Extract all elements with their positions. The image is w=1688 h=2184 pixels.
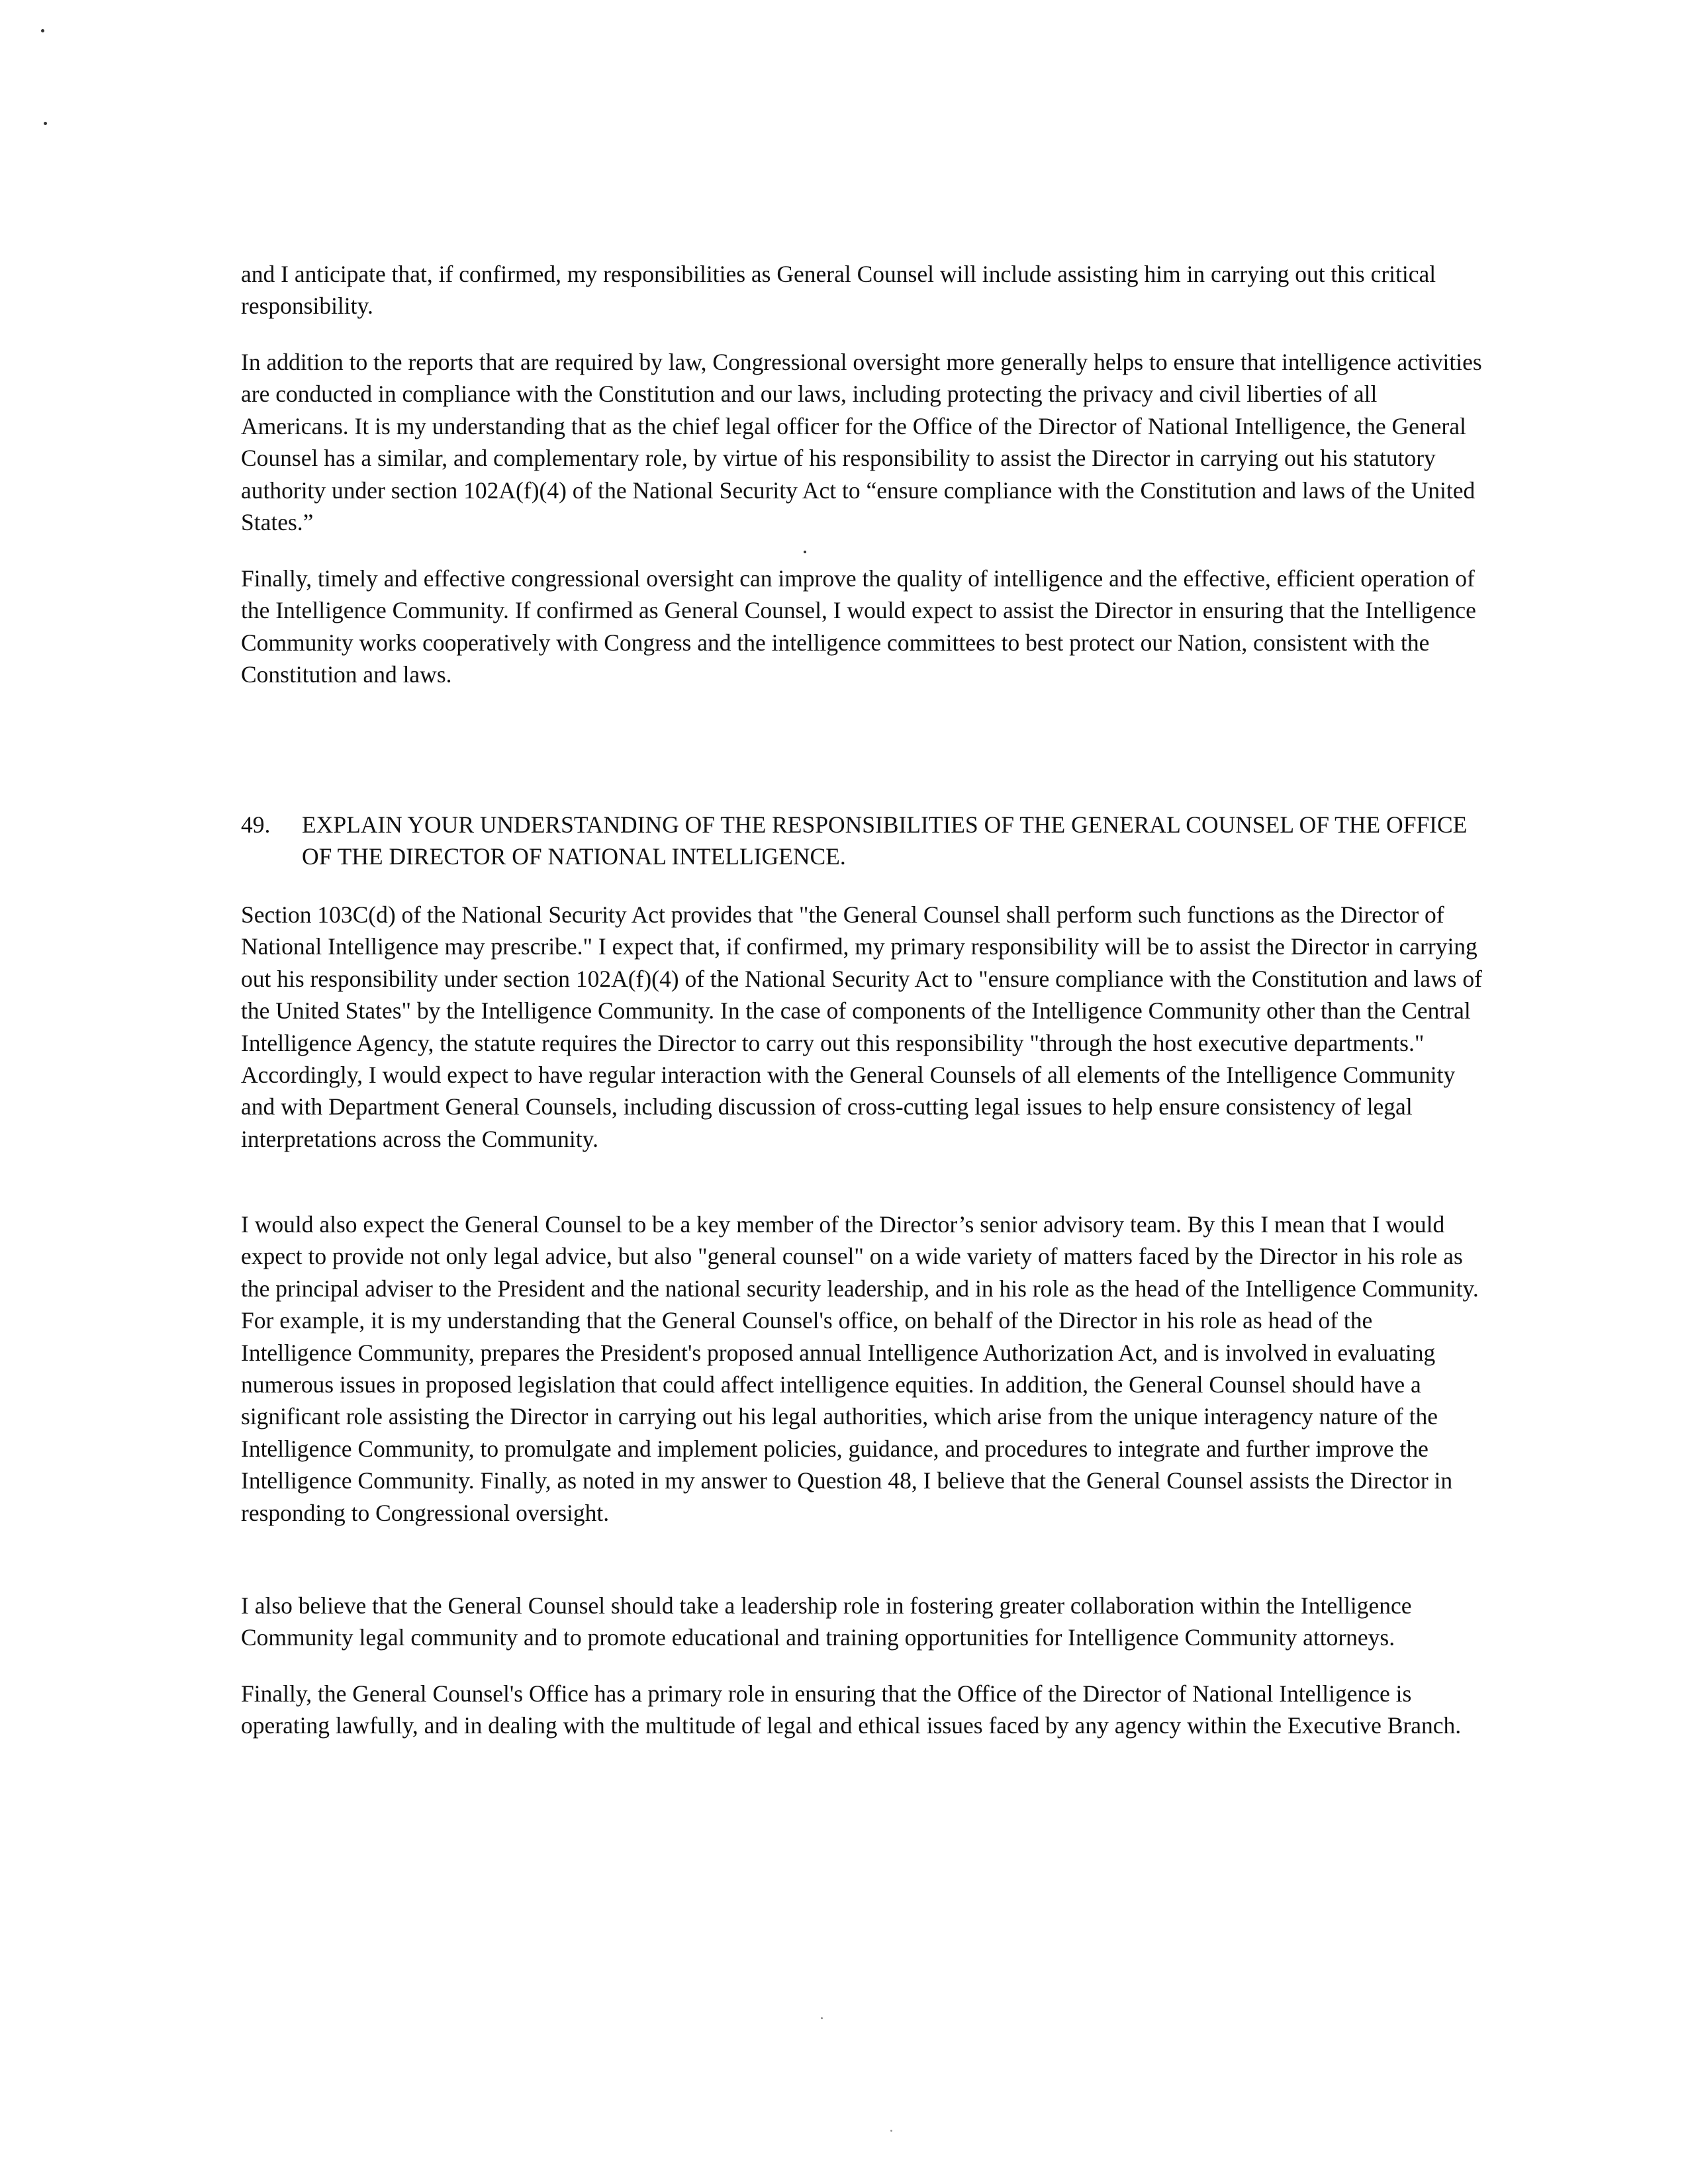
paragraph-continuation: and I anticipate that, if confirmed, my responsibilities as General Counsel will include assisting him in carrying out this critical responsibility. [241,261,1436,320]
scan-speck [804,551,806,553]
scan-speck [44,122,47,125]
scan-speck [41,29,44,32]
paragraph-section-103c: Section 103C(d) of the National Security Act provides that "the General Counsel shall perform such functions as the Director of National Intelligence may prescribe." I expect that, if confirmed, my primary responsibility will be to assist the Director in carrying out his responsibility under section 102A(f)(4) of the National Security Act to "ensure compliance with the Constitution and laws of the United States" by the Intelligence Community. In the case of components of the Intelligence Community other than the Central Intelligence Agency, the statute requires the Director to carry out this responsibility "through the host executive departments." Accordingly, I would expect to have regular interaction with the General Counsels of all elements of the Intelligence Community and with Department General Counsels, including discussion of cross-cutting legal issues to help ensure consistency of legal interpretations across the Community. [241,901,1482,1152]
question-text: EXPLAIN YOUR UNDERSTANDING OF THE RESPONSIBILITIES OF THE GENERAL COUNSEL OF THE OFFICE OF THE DIRECTOR OF NATIONAL INTELLIGENCE. [302,811,1468,870]
question-number: 49. [241,811,271,838]
paragraph-advisory-team: I would also expect the General Counsel to be a key member of the Director’s senior advisory team. By this I mean that I would expect to provide not only legal advice, but also "general counsel" on a wide variety of matters faced by the Director in his role as the principal adviser to the President and the national security leadership, and in his role as the head of the Intelligence Community. For example, it is my understanding that the General Counsel's office, on behalf of the Director in his role as head of the Intelligence Community, prepares the President's proposed annual Intelligence Authorization Act, and is involved in evaluating numerous issues in proposed legislation that could affect intelligence equities. In addition, the General Counsel should have a significant role assisting the Director in carrying out his legal authorities, which arise from the unique interagency nature of the Intelligence Community, to promulgate and implement policies, guidance, and procedures to integrate and further improve the Intelligence Community. Finally, as noted in my answer to Question 48, I believe that the General Counsel assists the Director in responding to Congressional oversight. [241,1211,1479,1526]
question-49 [241,809,1485,872]
paragraph-congressional-oversight: In addition to the reports that are required by law, Congressional oversight more generally helps to ensure that intelligence activities are conducted in compliance with the Constitution and our laws, including protecting the privacy and civil liberties of all Americans. It is my understanding that as the chief legal officer for the Office of the Director of National Intelligence, the General Counsel has a similar, and complementary role, by virtue of his responsibility to assist the Director in carrying out his statutory authority under section 102A(f)(4) of the National Security Act to “ensure compliance with the Constitution and laws of the United States.” [241,349,1482,536]
paragraph-leadership-role: I also believe that the General Counsel should take a leadership role in fostering greater collaboration within the Intelligence Community legal community and to promote educational and training opportunities for Intelligence Community attorneys. [241,1592,1412,1651]
paragraph-finally-oversight: Finally, timely and effective congressional oversight can improve the quality of intelligence and the effective, efficient operation of the Intelligence Community. If confirmed as General Counsel, I would expect to assist the Director in ensuring that the Intelligence Community works cooperatively with Congress and the intelligence committees to best protect our Nation, consistent with the Constitution and laws. [241,565,1476,688]
paragraph-finally-office: Finally, the General Counsel's Office has a primary role in ensuring that the Office of the Director of National Intelligence is operating lawfully, and in dealing with the multitude of legal and ethical issues faced by any agency within the Executive Branch. [241,1680,1462,1739]
scan-speck [821,2017,823,2019]
scan-speck [890,2130,892,2132]
